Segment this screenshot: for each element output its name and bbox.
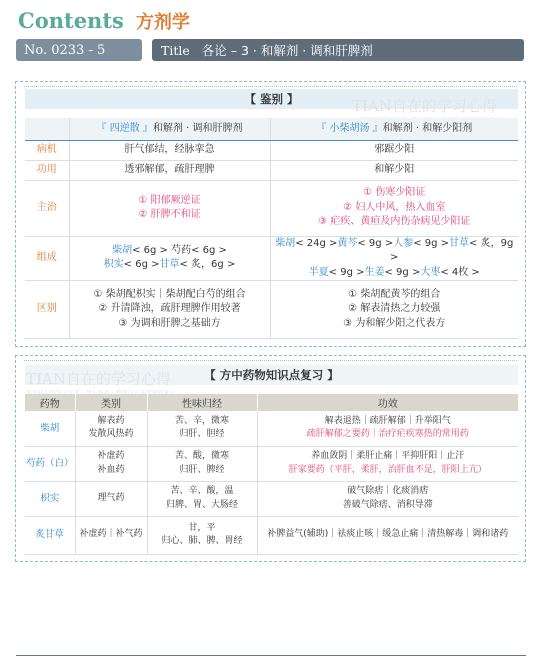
dosage-text: < 6g > — [123, 259, 160, 271]
herb-name: 大枣 — [420, 266, 441, 278]
column-sinisan: 『 四逆散 』和解剂 · 调和肝脾剂 — [69, 118, 270, 140]
document-number-bar — [16, 39, 142, 61]
dosage-text: < 4枚 > — [440, 266, 480, 278]
row-label: 主治 — [25, 180, 69, 236]
composition-line — [271, 237, 519, 266]
herb-name: 甘草 — [449, 237, 470, 249]
table-row — [25, 160, 518, 180]
column-header: 类别 — [75, 394, 147, 411]
column-xiaochaihutang: 『 小柴胡汤 』和解剂 · 和解少阳剂 — [270, 118, 518, 140]
table-cell: ① 柴胡配枳实｜柴胡配白芍的组合 ② 升清降浊，疏肝理脾作用较著 ③ 为调和肝脾之基础方 — [69, 281, 270, 339]
herb-name: 枳实 — [103, 259, 124, 271]
table-cell: 理气药 — [75, 481, 147, 516]
table-row — [25, 516, 518, 554]
table-row — [25, 236, 518, 281]
herb-name: 半夏 — [308, 266, 329, 278]
composition-line — [70, 258, 270, 273]
table-row — [25, 281, 518, 339]
table-cell: ① 伤寒少阳证 ② 妇人中风，热入血室 ③ 疟疾、黄疸及内伤杂病见少阳证 — [270, 180, 518, 236]
watermark: TIAN自在的学习心得 — [26, 370, 171, 388]
table-cell: 苦、酸，微寒 归肝、脾经 — [147, 446, 257, 481]
row-label: 区别 — [25, 281, 69, 339]
document-number: No. 0233 - 5 — [24, 42, 106, 58]
table-cell: 甘，平 归心、肺、脾、胃经 — [147, 516, 257, 554]
herb-name: 柴胡 — [275, 237, 296, 249]
table-cell: 养血敛阴｜柔肝止痛｜平抑肝阳｜止汗 肝家要药（平肝，柔肝，治肝血不足，肝阳上亢） — [257, 446, 518, 481]
herb-review-panel — [15, 355, 526, 562]
table-cell: 补虚药 补血药 — [75, 446, 147, 481]
table-row — [25, 446, 518, 481]
table-cell: 解表药 发散风热药 — [75, 411, 147, 446]
column-header: 性味归经 — [147, 394, 257, 411]
herb-review-table — [25, 394, 518, 555]
column-header: 功效 — [257, 394, 518, 411]
table-cell: 解表退热｜疏肝解郁｜升举阳气 疏肝解郁之要药｜治疗疟疾寒热的常用药 — [257, 411, 518, 446]
herb-name: 人参 — [393, 237, 414, 249]
divider — [24, 360, 517, 361]
composition-line — [70, 244, 270, 259]
dosage-text: < 24g > — [295, 237, 338, 249]
composition-line — [271, 266, 519, 281]
composition-cell — [69, 236, 270, 281]
table-header-row — [25, 118, 518, 140]
dosage-text: < 炙，6g > — [179, 259, 236, 271]
table-header-row — [25, 394, 518, 411]
herb-name: 柴胡 — [112, 244, 133, 256]
table-cell: 补脾益气(辅助)｜祛痰止咳｜缓急止痛｜清热解毒｜调和诸药 — [257, 516, 518, 554]
table-cell: 透邪解郁，疏肝理脾 — [69, 160, 270, 180]
comparison-banner-text: 【 鉴别 】 — [244, 92, 299, 106]
herb-name: 芍药（白） — [25, 446, 75, 481]
table-cell: 肝气郁结，经脉挛急 — [69, 140, 270, 160]
table-row — [25, 180, 518, 236]
herb-name: 炙甘草 — [25, 516, 75, 554]
table-cell: 邪踞少阳 — [270, 140, 518, 160]
dosage-text: < 9g > — [357, 237, 394, 249]
table-row — [25, 140, 518, 160]
document-title-bar — [152, 39, 524, 61]
composition-cell — [270, 236, 518, 281]
table-cell: 苦、辛、酸，温 归脾、胃、大肠经 — [147, 481, 257, 516]
title-chinese: 方剂学 — [135, 12, 190, 33]
herb-name: 生姜 — [364, 266, 385, 278]
comparison-panel — [15, 81, 526, 347]
title-english: Contents — [18, 8, 124, 33]
herb-name: 枳实 — [25, 481, 75, 516]
dosage-text: < 6g > 芍药< 6g > — [132, 244, 227, 256]
dosage-text: < 9g > — [413, 237, 450, 249]
row-label: 功用 — [25, 160, 69, 180]
title-label: Title — [161, 42, 190, 58]
document-title: 各论 – 3 · 和解剂 · 调和肝脾剂 — [201, 43, 373, 58]
row-label: 病机 — [25, 140, 69, 160]
footer-rule — [16, 655, 526, 656]
dosage-text: < 炙，9g > — [390, 237, 514, 263]
table-cell: 苦、辛，微寒 归肝、胆经 — [147, 411, 257, 446]
table-cell: 破气除痞｜化痰消痞 善破气除痞、消积导滞 — [257, 481, 518, 516]
table-cell: ① 阳郁厥逆证 ② 肝脾不和证 — [69, 180, 270, 236]
dosage-text: < 9g > — [328, 266, 365, 278]
column-header: 药物 — [25, 394, 75, 411]
herb-name: 黄芩 — [337, 237, 358, 249]
dosage-text: < 9g > — [384, 266, 421, 278]
herb-review-banner-text: 【 方中药物知识点复习 】 — [204, 368, 339, 382]
table-cell: ① 柴胡配黄芩的组合 ② 解表清热之力较强 ③ 为和解少阳之代表方 — [270, 281, 518, 339]
table-cell: 和解少阳 — [270, 160, 518, 180]
herb-name: 柴胡 — [25, 411, 75, 446]
table-row — [25, 481, 518, 516]
table-cell: 补虚药｜补气药 — [75, 516, 147, 554]
watermark: TIAN自在的学习心得 — [352, 97, 497, 115]
row-label: 组成 — [25, 236, 69, 281]
divider — [24, 86, 517, 87]
table-row — [25, 411, 518, 446]
page-title — [18, 8, 190, 36]
comparison-table — [25, 118, 518, 339]
herb-name: 甘草 — [159, 259, 180, 271]
